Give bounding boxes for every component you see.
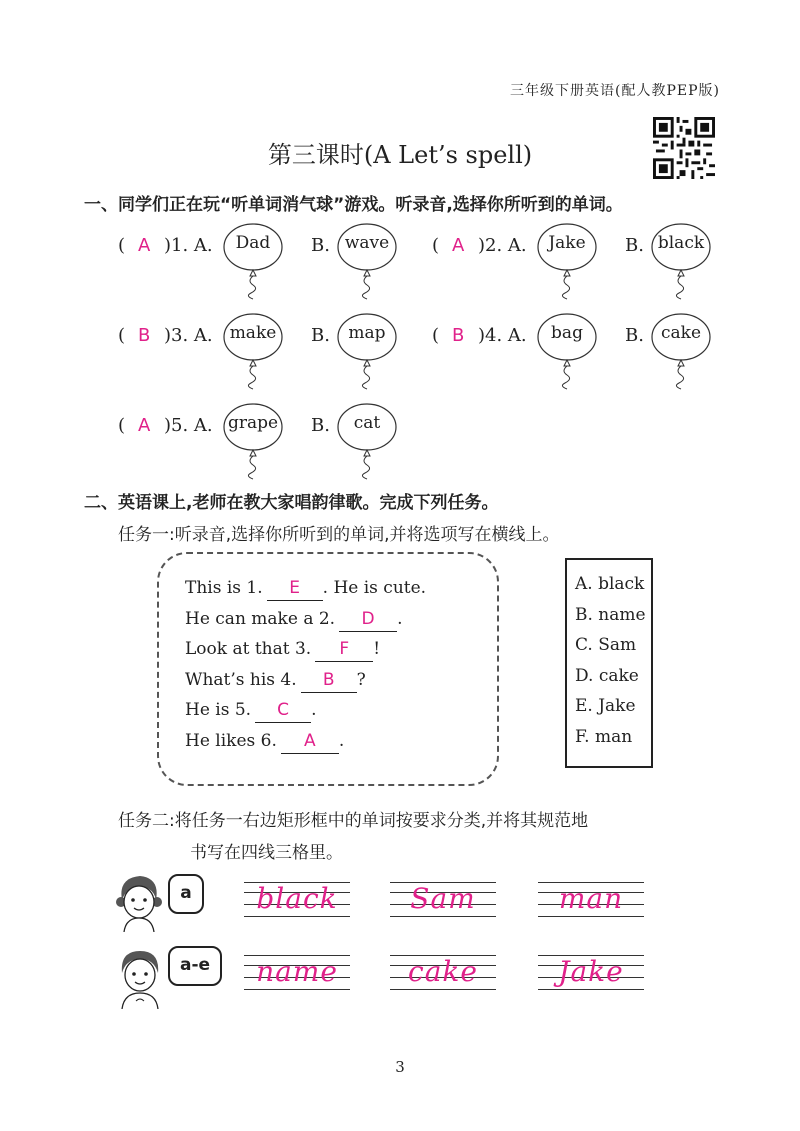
section1-heading: 一、同学们正在玩“听单词消气球”游戏。听录音,选择你所听到的单词。 [84,195,623,215]
option-e: E. Jake [575,696,636,716]
answer-blank[interactable]: B [301,670,357,693]
option-b-label: B. [625,325,644,346]
qr-code-icon [653,117,715,179]
question-number-4: )4. A. [478,325,527,346]
section2-heading: 二、英语课上,老师在教大家唱韵律歌。完成下列任务。 [84,493,499,513]
four-line-grid[interactable] [390,882,496,928]
answer-3: B [138,325,151,346]
rhyme-line-2 [185,609,402,632]
balloon-1-a [222,223,284,315]
grid-line [538,916,644,917]
open-paren: ( [432,235,440,256]
answer-blank[interactable]: A [281,731,339,754]
handwritten-word: cake [408,955,478,988]
answer-blank[interactable]: C [255,700,311,723]
task2-instruction-line1: 任务二:将任务一右边矩形框中的单词按要求分类,并将其规范地 [118,811,589,831]
rhyme-text: What’s his 4. [185,669,297,690]
open-paren: ( [118,415,126,436]
balloon-word: cake [660,323,702,343]
question-number-3: )3. A. [164,325,213,346]
open-paren: ( [118,235,126,256]
balloon-4-a [536,313,598,405]
balloon-2-a [536,223,598,315]
option-d: D. cake [575,665,639,686]
rhyme-text: This is 1. [185,578,263,598]
grid-line [244,989,350,990]
handwritten-word: black [256,882,338,915]
handwritten-word: man [558,882,624,915]
girl-illustration [110,870,170,932]
rhyme-punct: . He is cute. [322,578,427,598]
rhyme-line-5 [185,700,316,723]
balloon-3-b [336,313,398,405]
answer-blank[interactable]: E [267,578,323,601]
balloon-word: Dad [235,233,271,253]
rhyme-punct: ! [373,639,381,659]
open-paren: ( [432,325,440,346]
balloon-word: black [657,233,705,253]
answer-5: A [138,415,151,436]
task2-instruction-line2: 书写在四线三格里。 [190,843,343,863]
balloon-3-a [222,313,284,405]
handwritten-word: Sam [410,882,476,915]
page-number: 3 [395,1058,405,1076]
question-number-5: )5. A. [164,415,213,436]
option-b-label: B. [625,235,644,256]
rhyme-punct: . [311,700,317,720]
option-f: F. man [575,726,633,747]
rhyme-text: Look at that 3. [185,639,312,659]
rhyme-line-4 [185,670,366,693]
option-b: B. name [575,604,646,625]
four-line-grid[interactable] [244,955,350,1001]
balloon-2-b [650,223,712,315]
option-b-label: B. [311,415,330,436]
option-b-label: B. [311,325,330,346]
boy-illustration [110,945,170,1009]
answer-2: A [452,235,465,256]
balloon-4-b [650,313,712,405]
grid-line [244,916,350,917]
grid-line [390,916,496,917]
four-line-grid[interactable] [538,882,644,928]
rhyme-punct: ? [356,669,366,690]
bubble-a-e: a-e [168,946,222,986]
rhyme-text: He is 5. [185,700,252,720]
four-line-grid[interactable] [390,955,496,1001]
open-paren: ( [118,325,126,346]
question-number-1: )1. A. [164,235,213,256]
balloon-1-b [336,223,398,315]
rhyme-line-1 [185,578,426,601]
four-line-grid[interactable] [538,955,644,1001]
options-box [565,558,653,768]
rhyme-punct: . [397,608,403,629]
handwritten-word: name [256,955,338,988]
answer-1: A [138,235,151,256]
balloon-word: make [229,323,277,343]
balloon-word: Jake [548,233,586,253]
header-note: 三年级下册英语(配人教PEP版) [510,83,720,99]
task1-instruction: 任务一:听录音,选择你所听到的单词,并将选项写在横线上。 [118,525,560,545]
answer-4: B [452,325,465,346]
balloon-5-b [336,403,398,495]
balloon-word: wave [344,233,390,253]
balloon-5-a [222,403,284,495]
grid-line [538,989,644,990]
bubble-a: a [168,874,204,914]
option-b-label: B. [311,235,330,256]
answer-blank[interactable]: F [315,639,373,662]
rhyme-line-6 [185,731,344,754]
balloon-word: cat [353,413,381,433]
rhyme-punct: . [338,730,345,751]
option-a: A. black [575,574,645,594]
four-line-grid[interactable] [244,882,350,928]
question-number-2: )2. A. [478,235,527,256]
rhyme-line-3 [185,639,380,662]
rhyme-text: He can make a 2. [185,608,336,629]
rhyme-text: He likes 6. [185,730,277,751]
page-title: 第三课时(A Let’s spell) [267,141,533,169]
balloon-word: bag [551,323,583,343]
option-c: C. Sam [575,635,637,655]
grid-line [390,989,496,990]
balloon-word: grape [227,413,279,433]
answer-blank[interactable]: D [339,609,397,632]
handwritten-word: Jake [558,955,624,988]
balloon-word: map [348,323,386,343]
